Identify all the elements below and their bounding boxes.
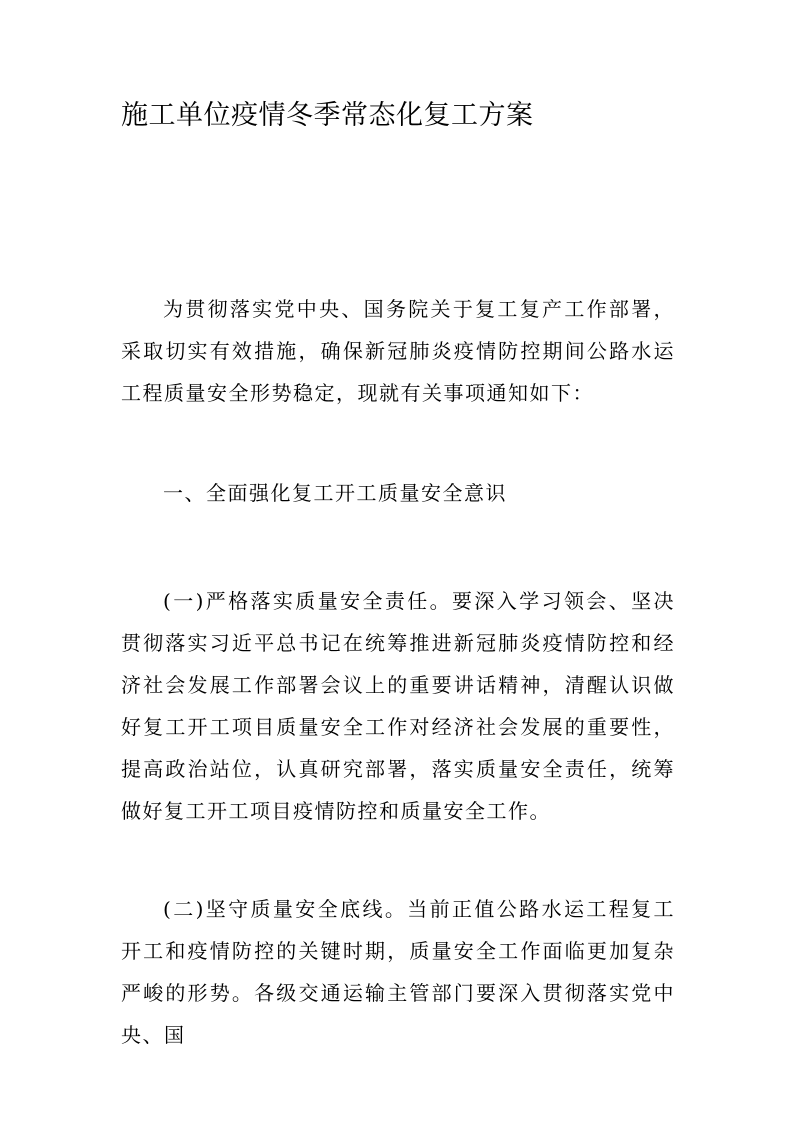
page-title: 施工单位疫情冬季常态化复工方案 (121, 100, 534, 131)
intro-paragraph: 为贯彻落实党中央、国务院关于复工复产工作部署，采取切实有效措施，确保新冠肺炎疫情防控期间公路水运工程质量安全形势稳定，现就有关事项通知如下： (121, 297, 675, 405)
body-paragraph-2: (二)坚守质量安全底线。当前正值公路水运工程复工开工和疫情防控的关键时期，质量安全工作面临更加复杂严峻的形势。各级交通运输主管部门要深入贯彻落实党中央、国 (121, 897, 675, 1047)
body-paragraph-1: (一)严格落实质量安全责任。要深入学习领会、坚决贯彻落实习近平总书记在统筹推进新冠肺炎疫情防控和经济社会发展工作部署会议上的重要讲话精神，清醒认识做好复工开工项目质量安全工作对经济社会发展的重要性，提高政治站位，认真研究部署，落实质量安全责任，统筹做好复工开工项目疫情防控和质量安全工作。 (121, 589, 675, 823)
section-heading: 一、全面强化复工开工质量安全意识 (163, 481, 507, 505)
